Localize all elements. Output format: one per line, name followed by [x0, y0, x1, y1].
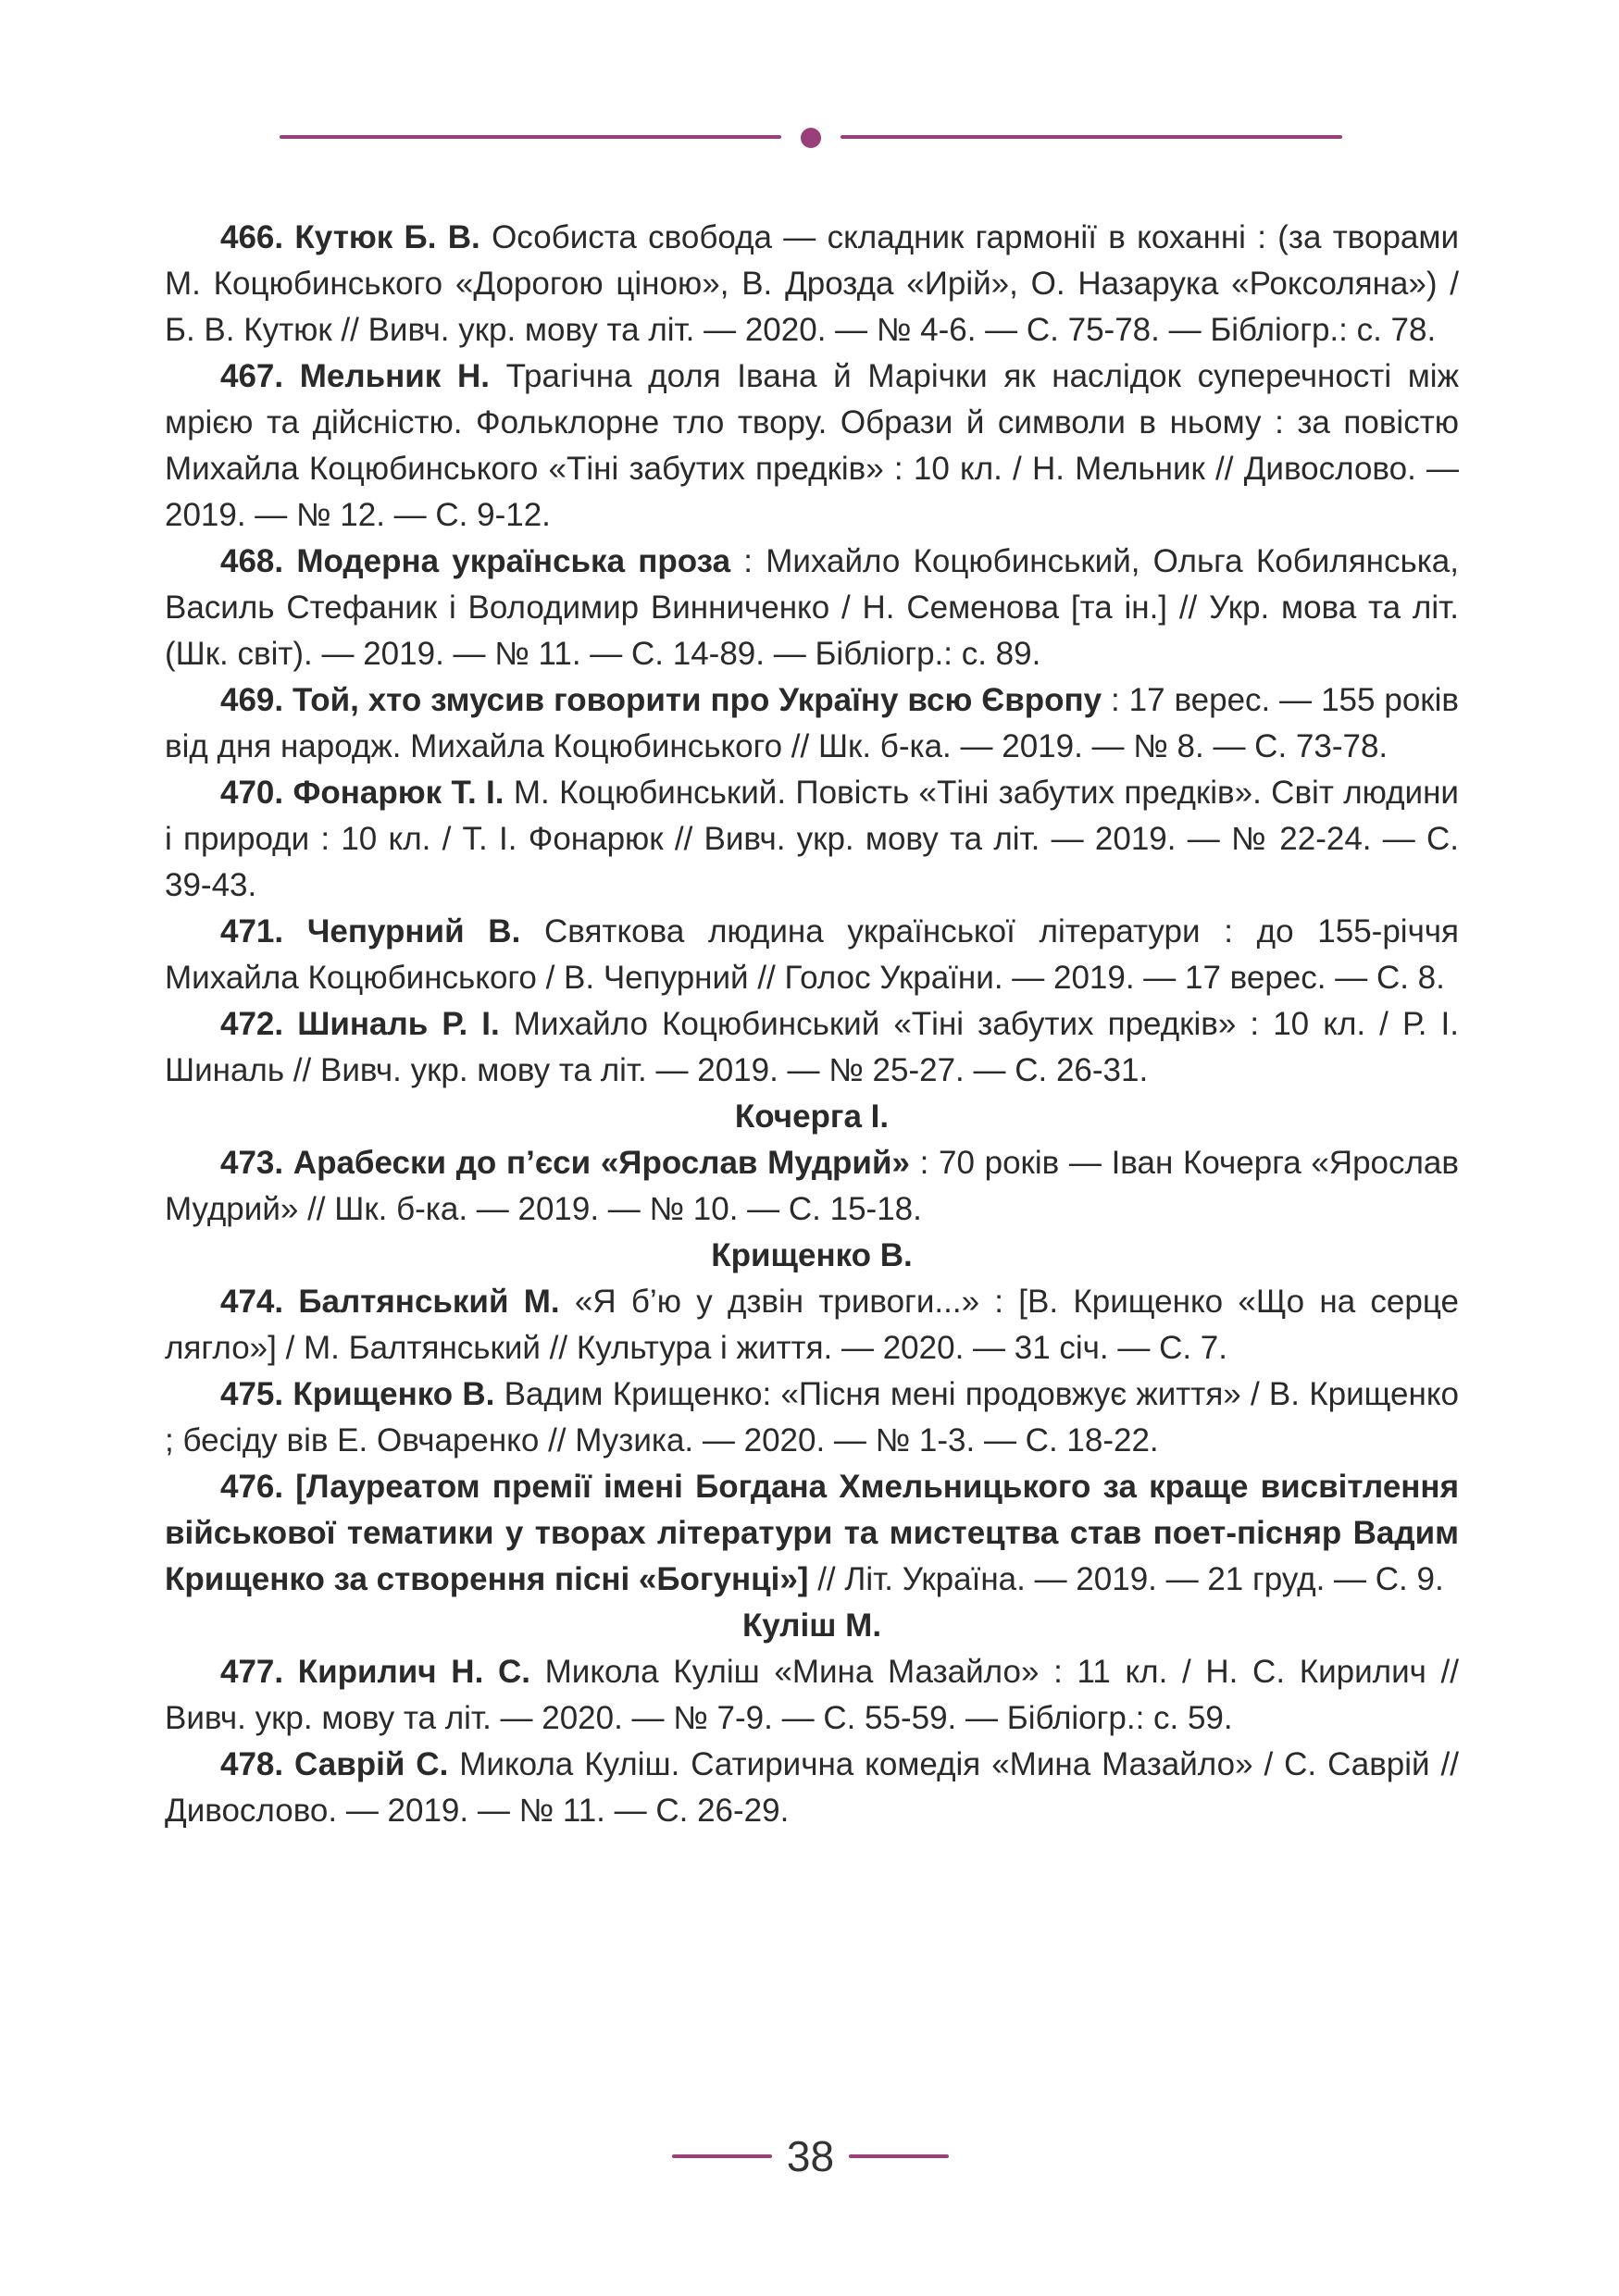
footer-line-right	[849, 2154, 949, 2158]
entry-author: 477. Кирилич Н. С.	[220, 1654, 530, 1690]
entry-author: 473. Арабески до п’єси «Ярослав Мудрий»	[220, 1145, 910, 1181]
bibliography-entry	[165, 1371, 1459, 1464]
section-heading-kulish: Куліш М.	[741, 1607, 882, 1644]
page-number: 38	[786, 2132, 835, 2180]
entry-author: 475. Крищенко В.	[220, 1376, 495, 1412]
entry-text: : 70 років — Іван Кочерга «Ярослав Мудрий» // Шк. б-ка. — 2019. — № 10. — С. 15-18.	[165, 1145, 1459, 1227]
entry-author: 470. Фонарюк Т. І.	[220, 775, 504, 811]
ornament-line-left	[280, 135, 781, 139]
entry-author: 468. Модерна українська проза	[220, 543, 731, 579]
entry-author: 478. Саврій С.	[220, 1746, 449, 1782]
entry-text: Микола Куліш. Сатирична комедія «Мина Мазайло» / С. Саврій // Дивослово. — 2019. — № 11. — С. 26-29.	[165, 1746, 1459, 1829]
entry-author: 474. Балтянський М.	[220, 1284, 560, 1320]
entry-author: 467. Мельник Н.	[220, 358, 490, 394]
entry-author: 466. Кутюк Б. В.	[220, 219, 480, 255]
entry-text: : 17 верес. — 155 років від дня народж. Михайла Коцюбинського // Шк. б-ка. — 2019. — № 8. — С. 73-78.	[165, 682, 1459, 764]
footer-line-left	[672, 2154, 772, 2158]
bibliography-entry	[165, 1464, 1459, 1603]
entry-author: 476. [Лауреатом премії імені Богдана Хмельницького за краще висвітлення військової тематики у творах літератури та мистецтва став поет-пісняр Вадим Крищенко за створення пісні «Богунці»]	[165, 1469, 1459, 1597]
bibliography-entry	[165, 354, 1459, 539]
bibliography-content	[165, 215, 1459, 1834]
bibliography-entry	[165, 1649, 1459, 1742]
entry-text: «Я б’ю у дзвін тривоги...» : [В. Крищенко «Що на серце лягло»] / М. Балтянський // Культура і життя. — 2020. — 31 січ. — С. 7.	[165, 1284, 1459, 1366]
page-footer	[0, 2128, 1619, 2184]
entry-text: Святкова людина української літератури : до 155-річчя Михайла Коцюбинського / В. Чепурний // Голос України. — 2019. — 17 верес. — С. 8.	[165, 913, 1459, 996]
bibliography-entry	[165, 1140, 1459, 1233]
bibliography-entry	[165, 539, 1459, 677]
entry-text: Вадим Крищенко: «Пісня мені продовжує життя» / В. Крищенко ; бесіду вів Е. Овчаренко // Музика. — 2020. — № 1-3. — С. 18-22.	[165, 1376, 1460, 1458]
entry-text: Трагічна доля Івана й Марічки як наслідок суперечності між мрією та дійсністю. Фольклорне тло твору. Образи й символи в ньому : за повістю Михайла Коцюбинського «Тіні забутих предків» : 10 кл. / Н. Мельник // Дивослово. — 2019. — № 12. — С. 9-12.	[165, 358, 1459, 533]
bibliography-entry	[165, 770, 1459, 909]
entry-author: 472. Шиналь Р. І.	[220, 1006, 500, 1042]
entry-text: Микола Куліш «Мина Мазайло» : 11 кл. / Н. С. Кирилич // Вивч. укр. мову та літ. — 2020. — № 7-9. — С. 55-59. — Бібліогр.: с. 59.	[165, 1654, 1459, 1736]
section-heading-kryshchenko: Крищенко В.	[711, 1237, 913, 1273]
ornament-dot	[801, 128, 821, 148]
entry-text: М. Коцюбинський. Повість «Тіні забутих предків». Світ людини і природи : 10 кл. / Т. І. Фонарюк // Вивч. укр. мову та літ. — 2019. — № 22-24. — С. 39-43.	[165, 775, 1459, 903]
ornament-line-right	[841, 135, 1342, 139]
bibliography-entry	[165, 909, 1459, 1001]
bibliography-entry	[165, 1742, 1459, 1834]
bibliography-entry	[165, 1001, 1459, 1094]
entry-text: // Літ. Україна. — 2019. — 21 груд. — С. 9.	[808, 1561, 1444, 1597]
bibliography-entry	[165, 677, 1459, 770]
entry-text: Михайло Коцюбинський «Тіні забутих предків» : 10 кл. / Р. І. Шиналь // Вивч. укр. мову та літ. — 2019. — № 25-27. — С. 26-31.	[165, 1006, 1459, 1088]
entry-author: 469. Той, хто змусив говорити про Україну всю Європу	[220, 682, 1102, 718]
entry-text: Особиста свобода — складник гармонії в коханні : (за творами М. Коцюбинського «Дорогою ціною», В. Дрозда «Ирій», О. Назарука «Роксоляна») / Б. В. Кутюк // Вивч. укр. мову та літ. — 2020. — № 4-6. — С. 75-78. — Бібліогр.: с. 78.	[165, 219, 1459, 348]
entry-author: 471. Чепурний В.	[220, 913, 521, 949]
entry-text: : Михайло Коцюбинський, Ольга Кобилянська, Василь Стефаник і Володимир Винниченко / Н. Семенова [та ін.] // Укр. мова та літ. (Шк. світ). — 2019. — № 11. — С. 14-89. — Бібліогр.: с. 89.	[165, 543, 1460, 672]
top-ornament	[280, 128, 1342, 146]
section-heading-kocherha: Кочерга І.	[734, 1098, 890, 1135]
bibliography-entry	[165, 1279, 1459, 1371]
bibliography-entry	[165, 215, 1459, 354]
